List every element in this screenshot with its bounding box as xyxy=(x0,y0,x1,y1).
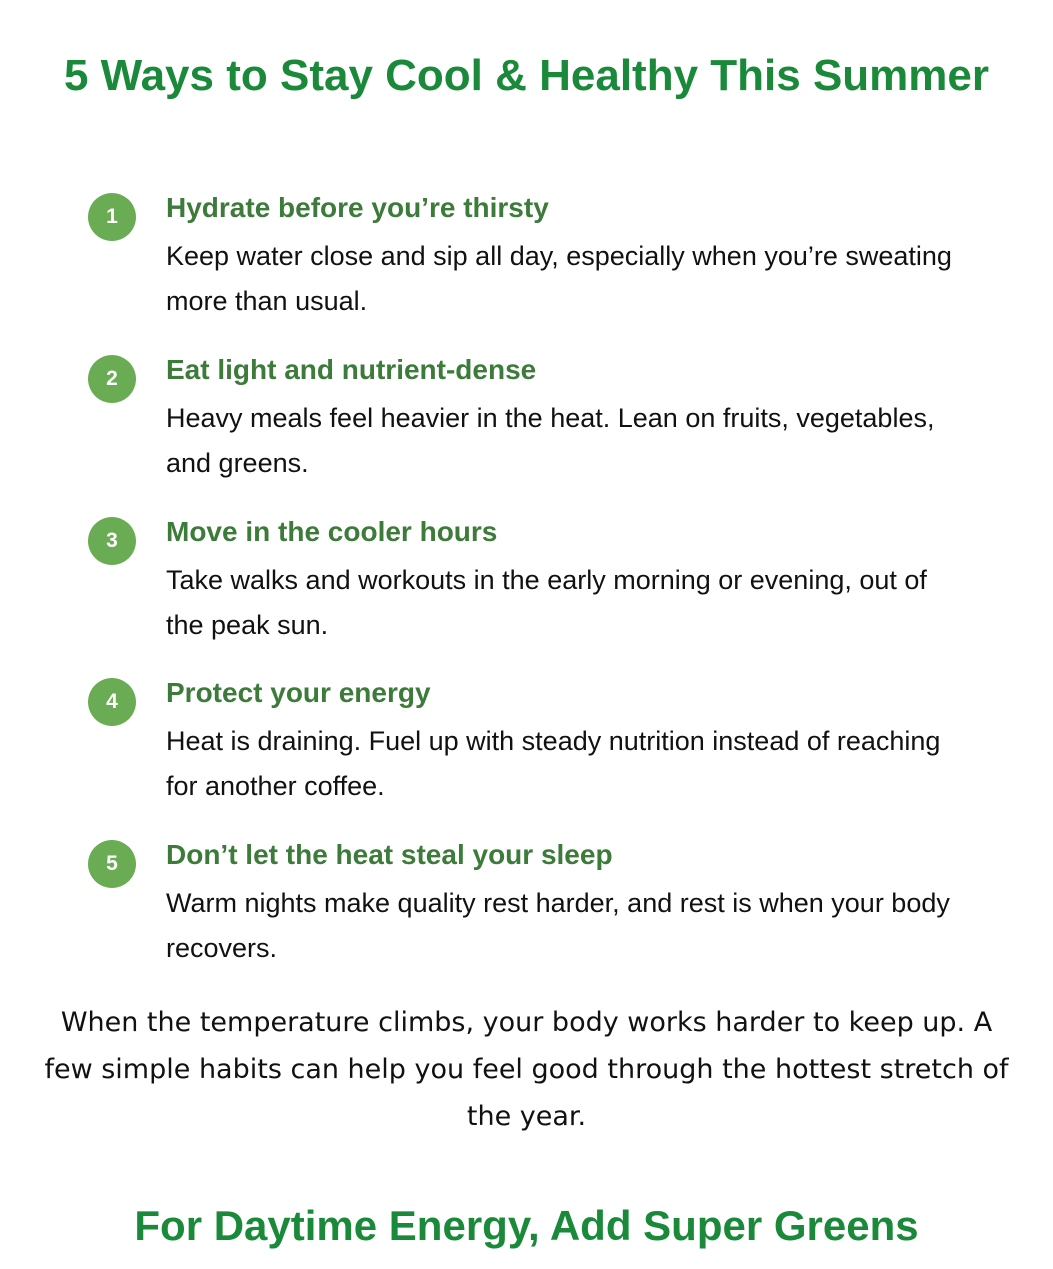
tip-number-badge: 5 xyxy=(88,840,136,888)
tip-description: Keep water close and sip all day, especially when you’re sweating more than usual. xyxy=(166,241,952,316)
tip-description: Heat is draining. Fuel up with steady nutrition instead of reaching for another coffee. xyxy=(166,726,941,801)
cta-heading: For Daytime Energy, Add Super Greens xyxy=(134,1202,919,1249)
tip-number-badge: 3 xyxy=(88,517,136,565)
intro-paragraph: When the temperature climbs, your body works harder to keep up. A few simple habits can help you feel good through the hottest stretch of the year. xyxy=(44,1007,1009,1132)
tip-title: Hydrate before you’re thirsty xyxy=(166,192,549,223)
tip-title: Don’t let the heat steal your sleep xyxy=(166,839,613,870)
page-title: 5 Ways to Stay Cool & Healthy This Summer xyxy=(63,51,990,100)
tip-number-badge: 2 xyxy=(88,355,136,403)
tip-title: Move in the cooler hours xyxy=(166,516,498,547)
tip-number-badge: 1 xyxy=(88,193,136,241)
tip-title: Eat light and nutrient-dense xyxy=(166,354,537,385)
tip-description: Take walks and workouts in the early morning or evening, out of the peak sun. xyxy=(166,565,927,640)
tip-number-badge: 4 xyxy=(88,678,136,726)
tip-description: Heavy meals feel heavier in the heat. Lean on fruits, vegetables, and greens. xyxy=(166,403,935,478)
tip-title: Protect your energy xyxy=(166,677,431,708)
tip-description: Warm nights make quality rest harder, and rest is when your body recovers. xyxy=(166,888,950,963)
